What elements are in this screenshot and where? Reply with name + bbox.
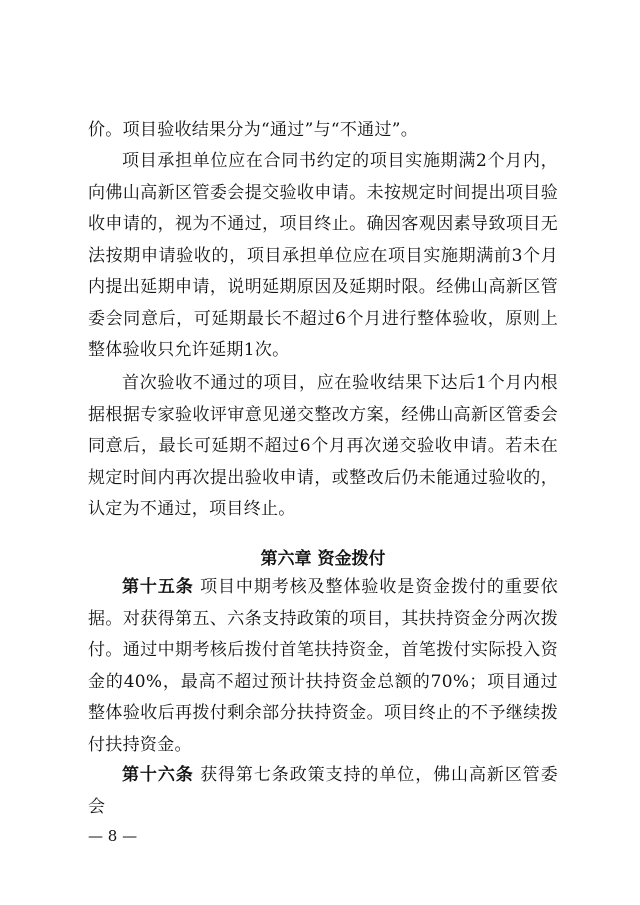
article-15 bbox=[88, 572, 558, 761]
article-16-heading: 第十六条 bbox=[122, 765, 194, 785]
article-15-text: 项目中期考核及整体验收是资金拨付的重要依据。对获得第五、六条支持政策的项目，其扶持资金分两次拨付。通过中期考核后拨付首笔扶持资金，首笔拨付实际投入资金的40%，最高不超过预计扶持资金总额的70%；项目通过整体验收后再拨付剩余部分扶持资金。项目终止的不予继续拨付扶持资金。 bbox=[88, 577, 558, 755]
paragraph-acceptance-application: 项目承担单位应在合同书约定的项目实施期满2个月内，向佛山高新区管委会提交验收申请。未按规定时间提出项目验收申请的，视为不通过，项目终止。确因客观因素导致项目无法按期申请验收的，项目承担单位应在项目实施期满前3个月内提出延期申请，说明延期原因及延期时限。经佛山高新区管委会同意后，可延期最长不超过6个月进行整体验收，原则上整体验收只允许延期1次。 bbox=[88, 151, 558, 360]
article-16-text: 获得第七条政策支持的单位，佛山高新区管委会 bbox=[88, 765, 558, 817]
chapter-title: 第六章 资金拨付 bbox=[260, 549, 386, 569]
paragraph-continuation: 价。项目验收结果分为“通过”与“不通过”。 bbox=[88, 120, 419, 140]
page-number: — 8 — bbox=[88, 827, 138, 845]
article-16 bbox=[88, 760, 558, 823]
article-15-heading: 第十五条 bbox=[122, 577, 194, 597]
paragraph-failed-acceptance: 首次验收不通过的项目，应在验收结果下达后1个月内根据根据专家验收评审意见递交整改方案，经佛山高新区管委会同意后，最长可延期不超过6个月再次递交验收申请。若未在规定时间内再次提出验收申请，或整改后仍未能通过验收的，认定为不通过，项目终止。 bbox=[88, 373, 558, 519]
